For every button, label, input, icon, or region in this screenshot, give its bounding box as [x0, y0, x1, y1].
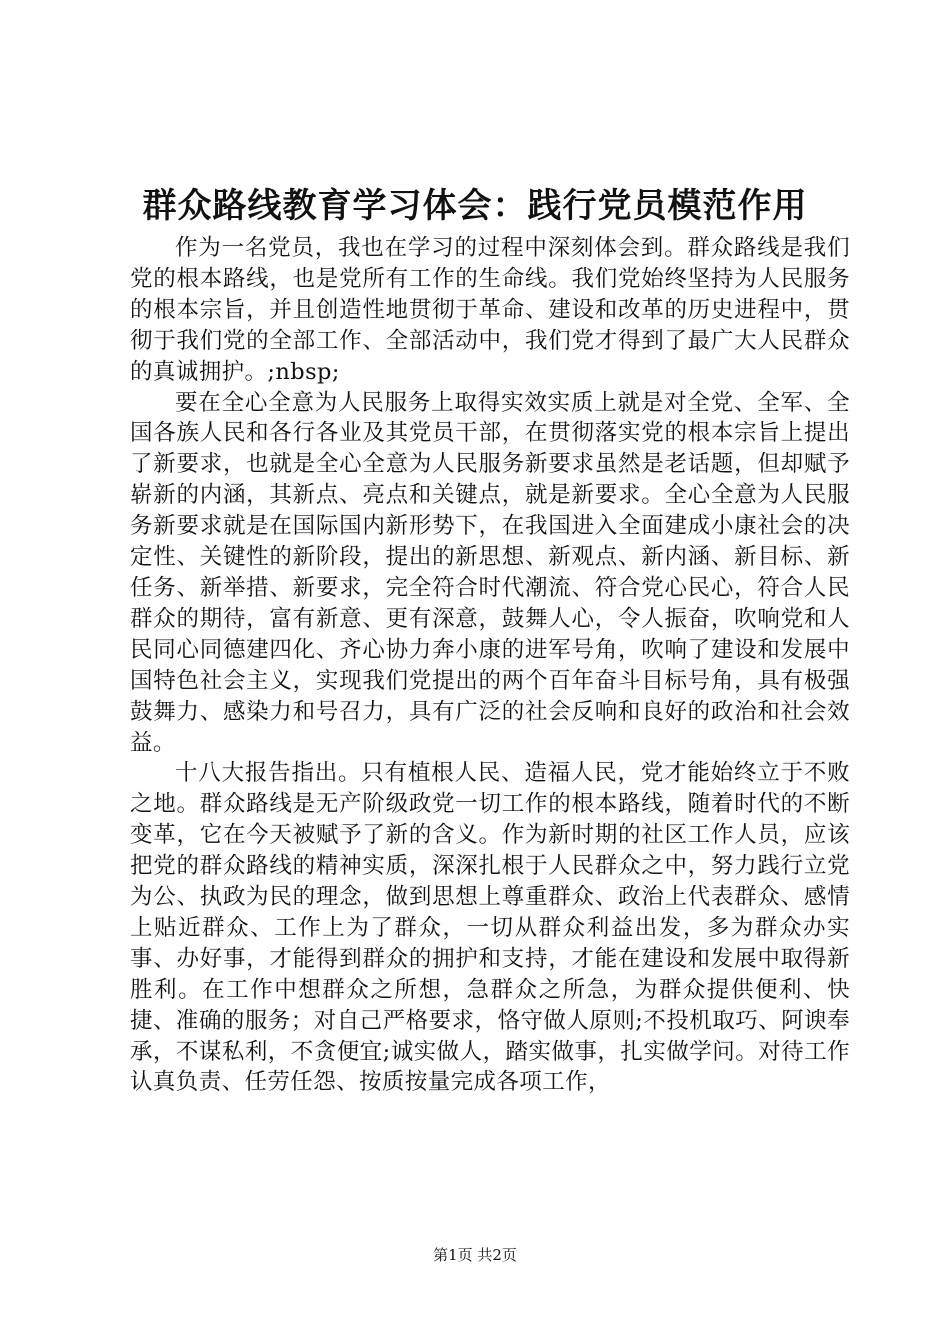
- document-title: 群众路线教育学习体会：践行党员模范作用: [142, 186, 808, 226]
- paragraph-2: 要在全心全意为人民服务上取得实效实质上就是对全党、全军、全国各族人民和各行各业及其党员干部，在贯彻落实党的根本宗旨上提出了新要求，也就是全心全意为人民服务新要求虽然是老话题，但却赋予崭新的内涵，其新点、亮点和关键点，就是新要求。全心全意为人民服务新要求就是在国际国内新形势下，在我国进入全面建成小康社会的决定性、关键性的新阶段，提出的新思想、新观点、新内涵、新目标、新任务、新举措、新要求，完全符合时代潮流、符合党心民心，符合人民群众的期待，富有新意、更有深意，鼓舞人心，令人振奋，吹响党和人民同心同德建四化、齐心协力奔小康的进军号角，吹响了建设和发展中国特色社会主义，实现我们党提出的两个百年奋斗目标号角，具有极强鼓舞力、感染力和号召力，具有广泛的社会反响和良好的政治和社会效益。: [130, 389, 850, 756]
- document-body: [130, 233, 850, 1098]
- paragraph-3: 十八大报告指出。只有植根人民、造福人民，党才能始终立于不败之地。群众路线是无产阶级政党一切工作的根本路线，随着时代的不断变革，它在今天被赋予了新的含义。作为新时期的社区工作人员，应该把党的群众路线的精神实质，深深扎根于人民群众之中，努力践行立党为公、执政为民的理念，做到思想上尊重群众、政治上代表群众、感情上贴近群众、工作上为了群众，一切从群众利益出发，多为群众办实事、办好事，才能得到群众的拥护和支持，才能在建设和发展中取得新胜利。在工作中想群众之所想，急群众之所急，为群众提供便利、快捷、准确的服务；对自己严格要求，恪守做人原则;不投机取巧、阿谀奉承，不谋私利，不贪便宜;诚实做人，踏实做事，扎实做学问。对待工作认真负责、任劳任怨、按质按量完成各项工作，: [130, 760, 850, 1096]
- paragraph-1: 作为一名党员，我也在学习的过程中深刻体会到。群众路线是我们党的根本路线，也是党所有工作的生命线。我们党始终坚持为人民服务的根本宗旨，并且创造性地贯彻于革命、建设和改革的历史进程中，贯彻于我们党的全部工作、全部活动中，我们党才得到了最广大人民群众的真诚拥护。;nbsp;: [130, 235, 850, 385]
- page-footer: 第1页 共2页: [433, 1246, 517, 1264]
